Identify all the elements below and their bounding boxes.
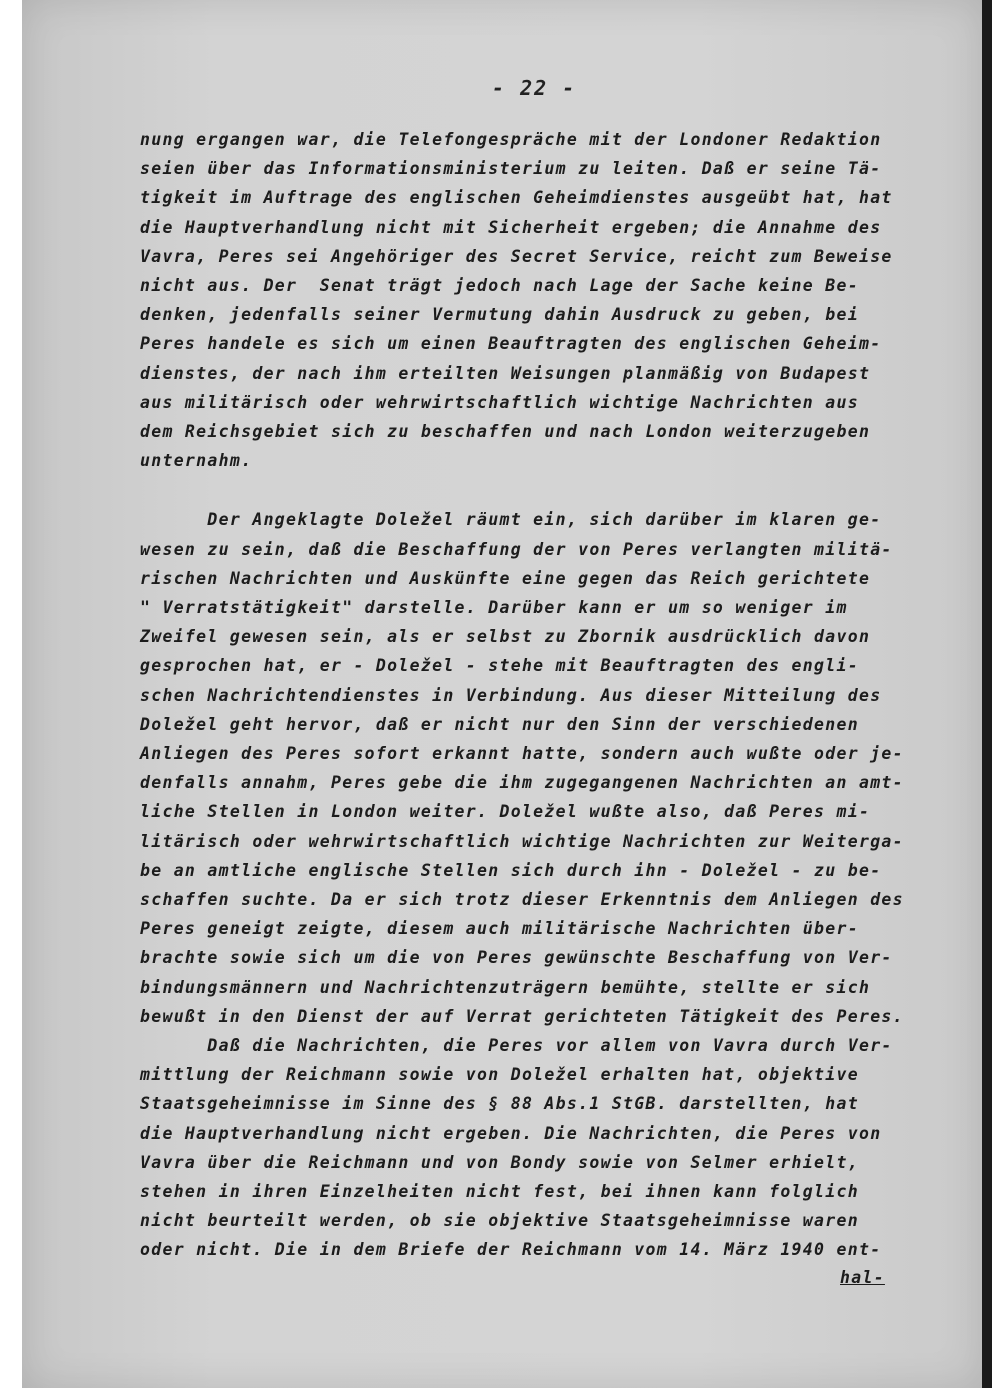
text-line: liche Stellen in London weiter. Doležel wußte also, daß Peres mi-: [140, 802, 871, 822]
text-line: mittlung der Reichmann sowie von Doležel erhalten hat, objektive: [140, 1065, 859, 1085]
text-line: denfalls annahm, Peres gebe die ihm zugegangenen Nachrichten an amt-: [140, 773, 904, 793]
text-line: nicht aus. Der Senat trägt jedoch nach Lage der Sache keine Be-: [140, 276, 859, 295]
text-line: die Hauptverhandlung nicht ergeben. Die Nachrichten, die Peres von: [140, 1123, 882, 1143]
text-line: stehen in ihren Einzelheiten nicht fest, bei ihnen kann folglich: [140, 1182, 859, 1201]
text-line: aus militärisch oder wehrwirtschaftlich wichtige Nachrichten aus: [140, 392, 859, 412]
text-line: Peres geneigt zeigte, diesem auch militärische Nachrichten über-: [140, 919, 859, 939]
text-line: schaffen suchte. Da er sich trotz dieser Erkenntnis dem Anliegen des: [140, 890, 904, 909]
document-page: [22, 0, 982, 1388]
text-line: wesen zu sein, daß die Beschaffung der von Peres verlangten militä-: [140, 539, 893, 559]
text-line: " Verratstätigkeit" darstelle. Darüber kann er um so weniger im: [140, 598, 848, 617]
text-line: nicht beurteilt werden, ob sie objektive Staatsgeheimnisse waren: [140, 1211, 859, 1231]
text-line: bindungsmännern und Nachrichtenzuträgern bemühte, stellte er sich: [140, 977, 871, 997]
text-line: brachte sowie sich um die von Peres gewünschte Beschaffung von Ver-: [140, 948, 893, 968]
text-line: die Hauptverhandlung nicht mit Sicherheit ergeben; die Annahme des: [140, 217, 882, 237]
text-line: tigkeit im Auftrage des englischen Geheimdienstes ausgeübt hat, hat: [140, 188, 893, 208]
text-line: oder nicht. Die in dem Briefe der Reichmann vom 14. März 1940 ent-: [140, 1240, 882, 1260]
text-line: be an amtliche englische Stellen sich durch ihn - Doležel - zu be-: [140, 860, 882, 880]
text-line: Vavra, Peres sei Angehöriger des Secret Service, reicht zum Beweise: [140, 246, 893, 266]
text-line: Zweifel gewesen sein, als er selbst zu Zbornik ausdrücklich davon: [140, 627, 871, 647]
text-line: denken, jedenfalls seiner Vermutung dahin Ausdruck zu geben, bei: [140, 305, 859, 325]
text-line: Doležel geht hervor, daß er nicht nur den Sinn der verschiedenen: [140, 714, 859, 734]
scan-right-edge: [982, 0, 992, 1388]
text-line: Der Angeklagte Doležel räumt ein, sich darüber im klaren ge-: [140, 510, 882, 530]
text-line: schen Nachrichtendienstes in Verbindung. Aus dieser Mitteilung des: [140, 685, 882, 705]
text-line: dem Reichsgebiet sich zu beschaffen und nach London weiterzugeben: [140, 422, 871, 441]
catchword: hal-: [840, 1268, 885, 1287]
text-line: Anliegen des Peres sofort erkannt hatte, sondern auch wußte oder je-: [140, 744, 904, 763]
text-line: dienstes, der nach ihm erteilten Weisungen planmäßig von Budapest: [140, 363, 871, 383]
text-line: litärisch oder wehrwirtschaftlich wichtige Nachrichten zur Weiterga-: [140, 831, 904, 851]
text-line: rischen Nachrichten und Auskünfte eine gegen das Reich gerichtete: [140, 568, 871, 588]
text-line: nung ergangen war, die Telefongespräche mit der Londoner Redaktion: [140, 130, 882, 149]
text-line: bewußt in den Dienst der auf Verrat gerichteten Tätigkeit des Peres.: [140, 1006, 904, 1026]
page-number: - 22 -: [492, 76, 577, 100]
text-line: seien über das Informationsministerium zu leiten. Daß er seine Tä-: [140, 159, 882, 179]
text-line: unternahm.: [140, 451, 253, 471]
scan-left-margin: [0, 0, 22, 1388]
text-line: Staatsgeheimnisse im Sinne des § 88 Abs.1 StGB. darstellten, hat: [140, 1094, 859, 1114]
text-line: Vavra über die Reichmann und von Bondy sowie von Selmer erhielt,: [140, 1152, 859, 1172]
text-line: Peres handele es sich um einen Beauftragten des englischen Geheim-: [140, 334, 882, 354]
text-line: gesprochen hat, er - Doležel - stehe mit Beauftragten des engli-: [140, 656, 859, 676]
text-line: Daß die Nachrichten, die Peres vor allem von Vavra durch Ver-: [140, 1036, 893, 1055]
